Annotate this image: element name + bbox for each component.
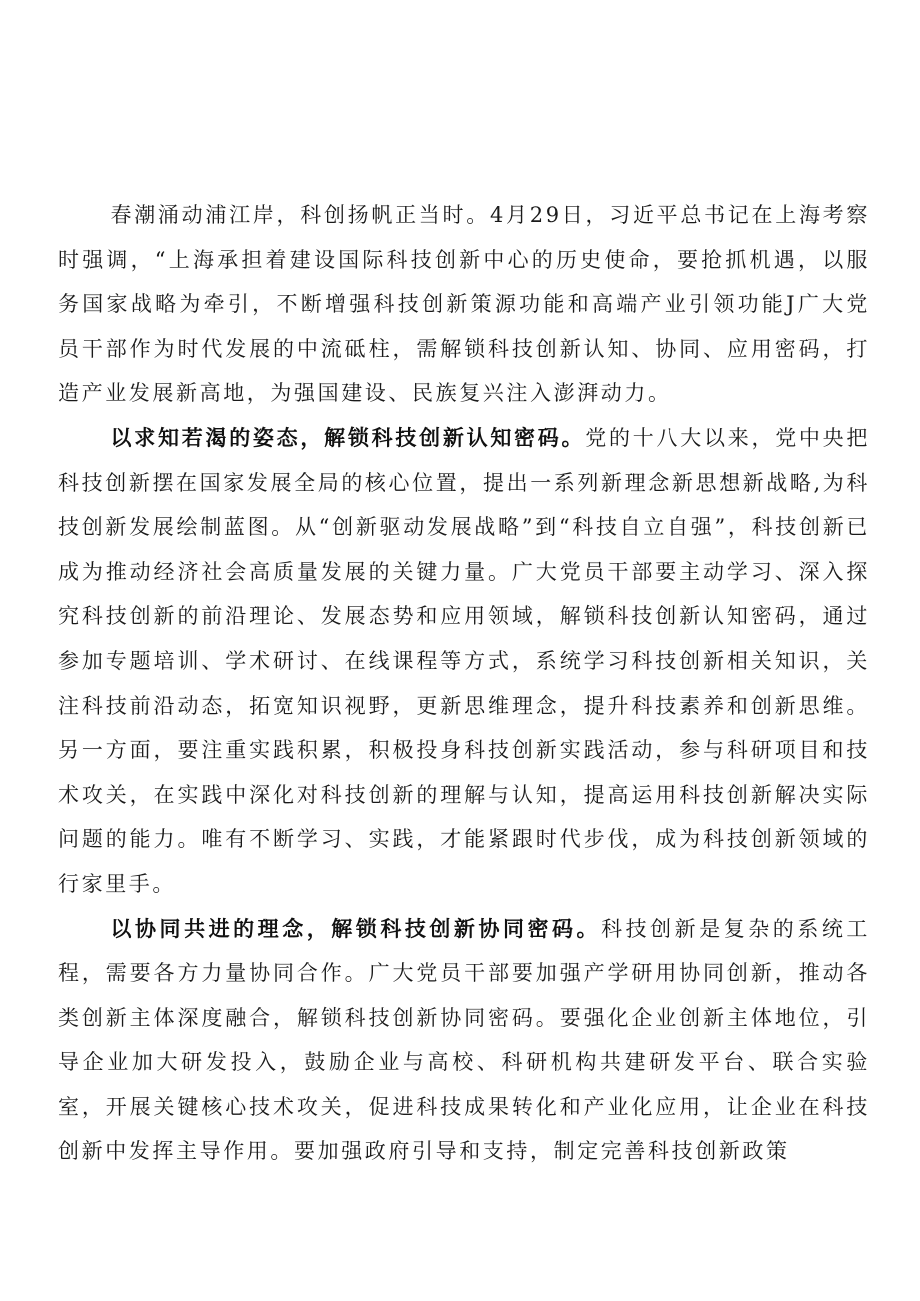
paragraph-intro [58,193,870,416]
paragraph-intro-text: 春潮涌动浦江岸，科创扬帆正当时。4月29日，习近平总书记在上海考察时强调，“上海承担着建设国际科技创新中心的历史使命，要抢抓机遇，以服务国家战略为牵引，不断增强科技创新策源功能和高端产业引领功能J广大党员干部作为时代发展的中流砥柱，需解锁科技创新认知、协同、应用密码，打造产业发展新高地，为强国建设、民族复兴注入澎湃动力。 [58,203,870,406]
paragraph-collaboration [58,907,870,1175]
paragraph-collaboration-text: 科技创新是复杂的系统工程，需要各方力量协同合作。广大党员干部要加强产学研用协同创新，推动各类创新主体深度融合，解锁科技创新协同密码。要强化企业创新主体地位，引导企业加大研发投入，鼓励企业与高校、科研机构共建研发平台、联合实验室，开展关键核心技术攻关，促进科技成果转化和产业化应用，让企业在科技创新中发挥主导作用。要加强政府引导和支持，制定完善科技创新政策 [58,916,870,1164]
paragraph-cognition-text: 党的十八大以来，党中央把科技创新摆在国家发展全局的核心位置，提出一系列新理念新思想新战略,为科技创新发展绘制蓝图。从“创新驱动发展战略”到“科技自立自强”，科技创新已成为推动经济社会高质量发展的关键力量。广大党员干部要主动学习、深入探究科技创新的前沿理论、发展态势和应用领域，解锁科技创新认知密码，通过参加专题培训、学术研讨、在线课程等方式，系统学习科技创新相关知识，关注科技前沿动态，拓宽知识视野，更新思维理念，提升科技素养和创新思维。另一方面，要注重实践积累，积极投身科技创新实践活动，参与科研项目和技术攻关，在实践中深化对科技创新的理解与认知，提高运用科技创新解决实际问题的能力。唯有不断学习、实践，才能紧跟时代步伐，成为科技创新领域的行家里手。 [58,425,871,896]
paragraph-collaboration-heading: 以协同共进的理念，解锁科技创新协同密码。 [110,916,602,941]
paragraph-cognition-heading: 以求知若渴的姿态，解锁科技创新认知密码。 [110,425,586,450]
paragraph-cognition [58,416,870,907]
document-page [58,193,870,1174]
